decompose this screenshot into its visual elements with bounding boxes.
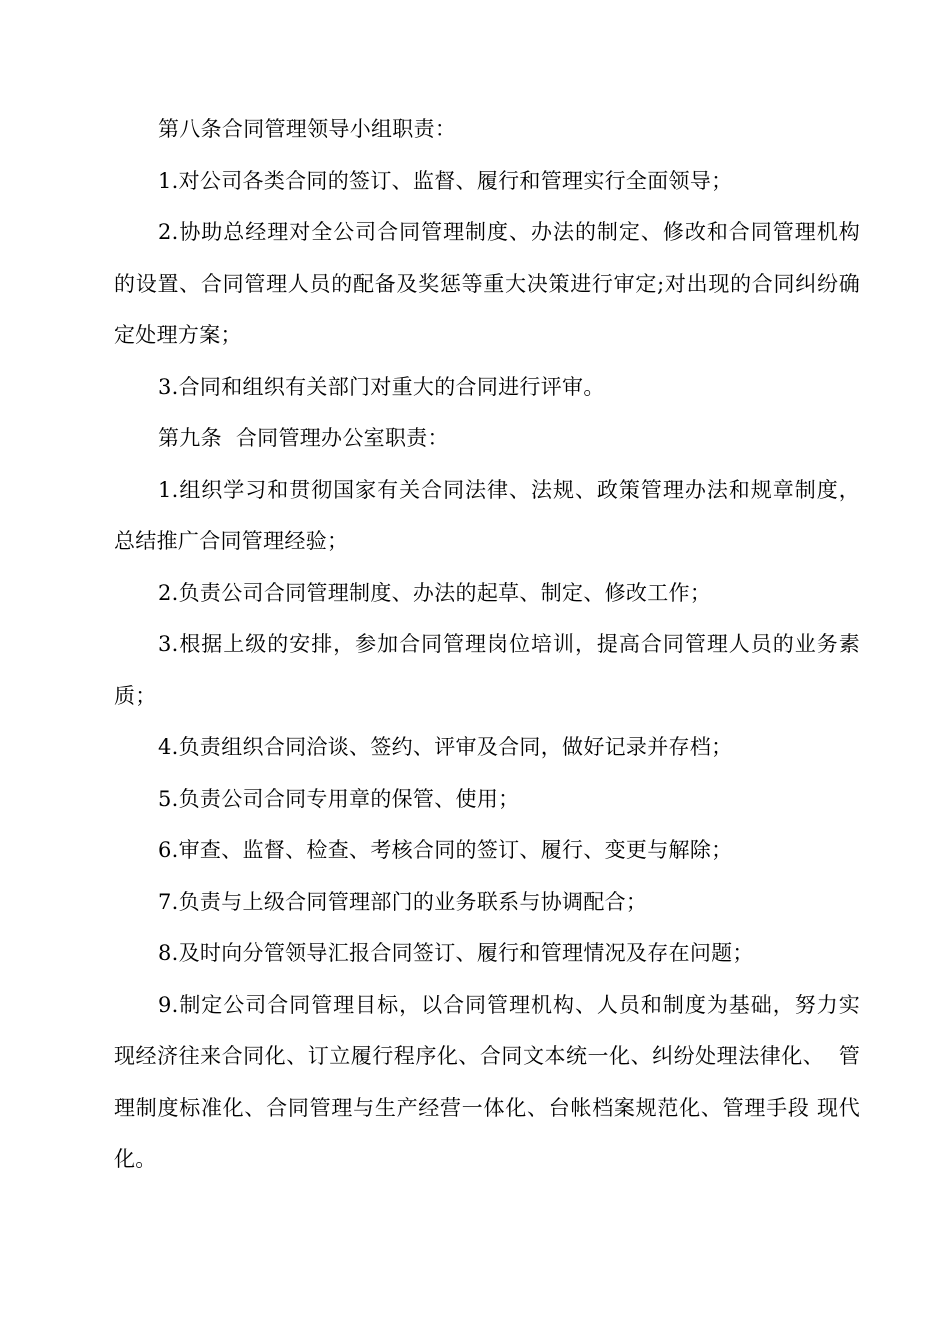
article-9-item-6: 6.审查、监督、检查、考核合同的签订、履行、变更与解除； xyxy=(158,838,733,862)
article-9-item-4: 4.负责组织合同洽谈、签约、评审及合同，做好记录并存档； xyxy=(158,735,733,759)
article-9-item-5: 5.负责公司合同专用章的保管、使用； xyxy=(158,786,520,811)
article-9-item-8: 8.及时向分管领导汇报合同签订、履行和管理情况及存在问题； xyxy=(158,941,754,965)
article-9-item-3: 3.根据上级的安排，参加合同管理岗位培训，提高合同管理人员的业务素质； xyxy=(114,632,860,708)
article-8-heading: 第八条合同管理领导小组职责： xyxy=(158,117,457,141)
article-8-item-3: 3.合同和组织有关部门对重大的合同进行评审。 xyxy=(158,374,605,399)
article-9-item-9: 9.制定公司合同管理目标，以合同管理机构、人员和制度为基础，努力实现经济往来合同化、订立履行程序化、合同文本统一化、纠纷处理法律化、 管理制度标准化、合同管理与生产经营一体化、台帐档案规范化、管理手段 现代化。 xyxy=(114,992,860,1171)
article-9-item-2: 2.负责公司合同管理制度、办法的起草、制定、修改工作； xyxy=(158,580,712,605)
article-8-item-2: 2.协助总经理对全公司合同管理制度、办法的制定、修改和合同管理机构的设置、合同管理人员的配备及奖惩等重大决策进行审定;对出现的合同纠纷确定处理方案； xyxy=(114,220,860,347)
article-9-item-1: 1.组织学习和贯彻国家有关合同法律、法规、政策管理办法和规章制度， 总结推广合同管理经验； xyxy=(114,477,874,553)
article-8-item-1: 1.对公司各类合同的签订、监督、履行和管理实行全面领导； xyxy=(158,168,733,193)
article-9-item-7: 7.负责与上级合同管理部门的业务联系与协调配合； xyxy=(158,889,648,914)
document-body xyxy=(114,104,874,1186)
article-9-heading: 第九条 合同管理办公室职责： xyxy=(158,426,449,450)
